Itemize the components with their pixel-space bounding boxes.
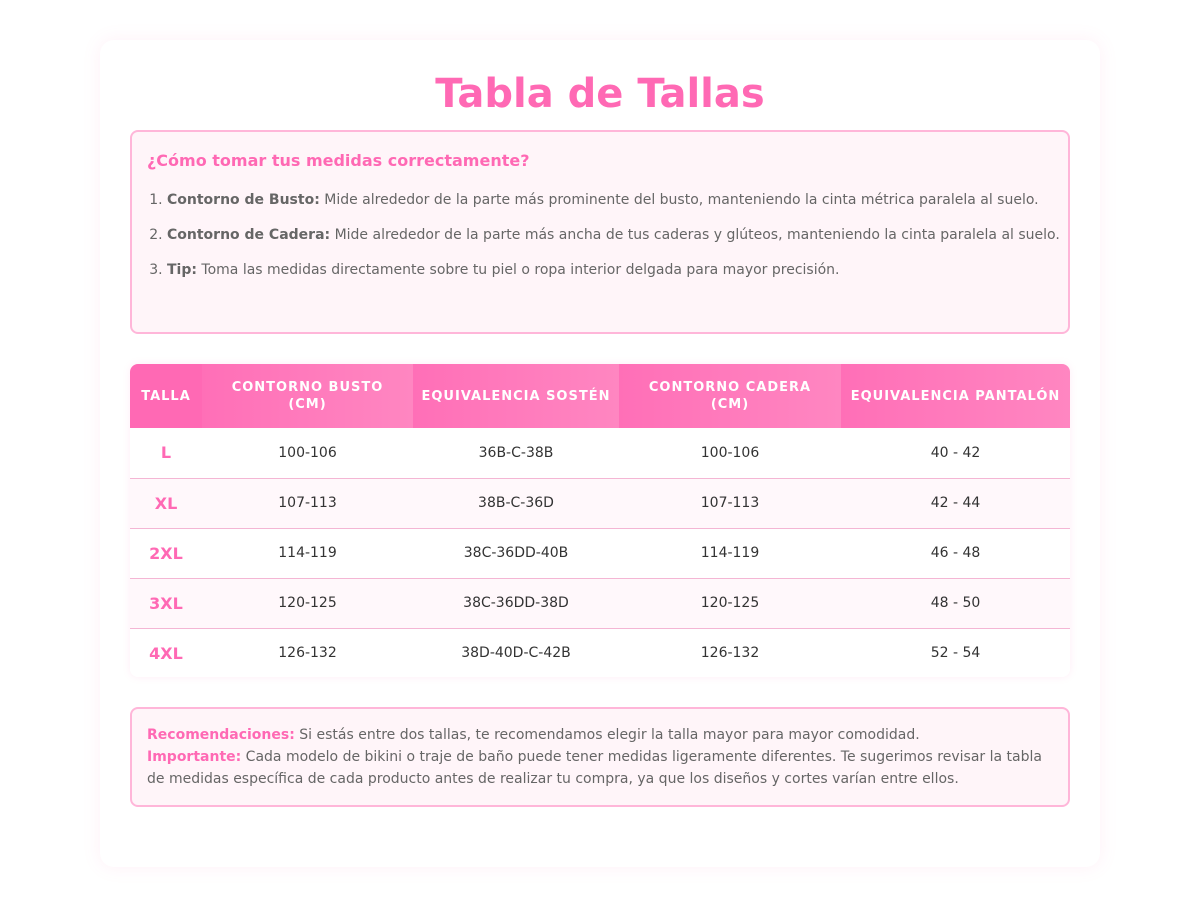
cell-bust: 114-119 (278, 545, 337, 561)
cell-hip: 114-119 (700, 545, 760, 561)
important-line (147, 746, 1053, 790)
cell-pants: 40 - 42 (930, 444, 981, 461)
size-table (130, 364, 1070, 677)
table-row (130, 528, 1070, 578)
cell-size: 4XL (149, 643, 183, 663)
recommendation-label: Recomendaciones: (147, 727, 295, 743)
cell-size: 2XL (149, 543, 183, 563)
instruction-item-hip (167, 223, 1072, 248)
cell-bust: 107-113 (278, 495, 337, 511)
table-row (130, 478, 1070, 528)
table-row (130, 628, 1070, 677)
cell-bust: 120-125 (278, 595, 337, 611)
instructions-heading: ¿Cómo tomar tus medidas correctamente? (147, 151, 530, 170)
cell-hip: 126-132 (700, 645, 760, 662)
important-text: Cada modelo de bikini o traje de baño puede tener medidas ligeramente diferentes. Te sugerimos revisar la tabla de medidas específica de cada producto antes de realizar tu compra, ya que los diseños y cortes varían entre ellos. (147, 749, 1042, 787)
measurement-instructions (130, 130, 1070, 334)
page-title: Tabla de Tallas (435, 71, 765, 117)
cell-pants: 42 - 44 (930, 495, 981, 511)
recommendations-box (130, 707, 1070, 807)
instruction-text: Mide alrededor de la parte más prominente del busto, manteniendo la cinta métrica paralela al suelo. (319, 192, 1039, 208)
cell-pants: 52 - 54 (930, 645, 981, 662)
table-row (130, 428, 1070, 478)
cell-bra: 36B-C-38B (478, 444, 554, 461)
instruction-item-tip (167, 258, 1072, 283)
table-header-row (130, 364, 1070, 428)
table-row (130, 578, 1070, 628)
recommendation-line (147, 724, 1053, 746)
header-size: TALLA (130, 364, 202, 428)
instruction-label: Contorno de Cadera: (167, 227, 331, 243)
cell-size: 3XL (149, 593, 183, 613)
instruction-item-bust (167, 188, 1072, 213)
cell-bust: 100-106 (278, 444, 337, 461)
cell-pants: 48 - 50 (930, 595, 981, 611)
recommendation-text: Si estás entre dos tallas, te recomendamos elegir la talla mayor para mayor comodidad. (294, 727, 920, 743)
header-bra-equivalent: EQUIVALENCIA SOSTÉN (413, 364, 619, 428)
cell-pants: 46 - 48 (930, 545, 981, 561)
cell-bra: 38C-36DD-38D (463, 595, 569, 611)
important-label: Importante: (147, 749, 242, 765)
cell-hip: 107-113 (700, 495, 760, 511)
cell-bust: 126-132 (278, 645, 337, 662)
header-pants-equivalent: EQUIVALENCIA PANTALÓN (841, 364, 1070, 428)
instruction-label: Contorno de Busto: (167, 192, 320, 208)
cell-size: L (160, 443, 172, 463)
cell-bra: 38D-40D-C-42B (461, 645, 571, 662)
instruction-text: Mide alrededor de la parte más ancha de tus caderas y glúteos, manteniendo la cinta paralela al suelo. (330, 227, 1060, 243)
cell-bra: 38B-C-36D (478, 495, 554, 511)
instruction-text: Toma las medidas directamente sobre tu piel o ropa interior delgada para mayor precisión. (196, 262, 840, 278)
cell-hip: 120-125 (700, 595, 760, 611)
header-bust: CONTORNO BUSTO (CM) (202, 364, 413, 428)
instruction-label: Tip: (167, 262, 197, 278)
cell-size: XL (154, 493, 178, 513)
cell-bra: 38C-36DD-40B (463, 545, 569, 561)
instructions-list (147, 188, 1072, 293)
size-table-container (130, 364, 1070, 677)
cell-hip: 100-106 (700, 444, 760, 461)
header-hip: CONTORNO CADERA (CM) (619, 364, 841, 428)
